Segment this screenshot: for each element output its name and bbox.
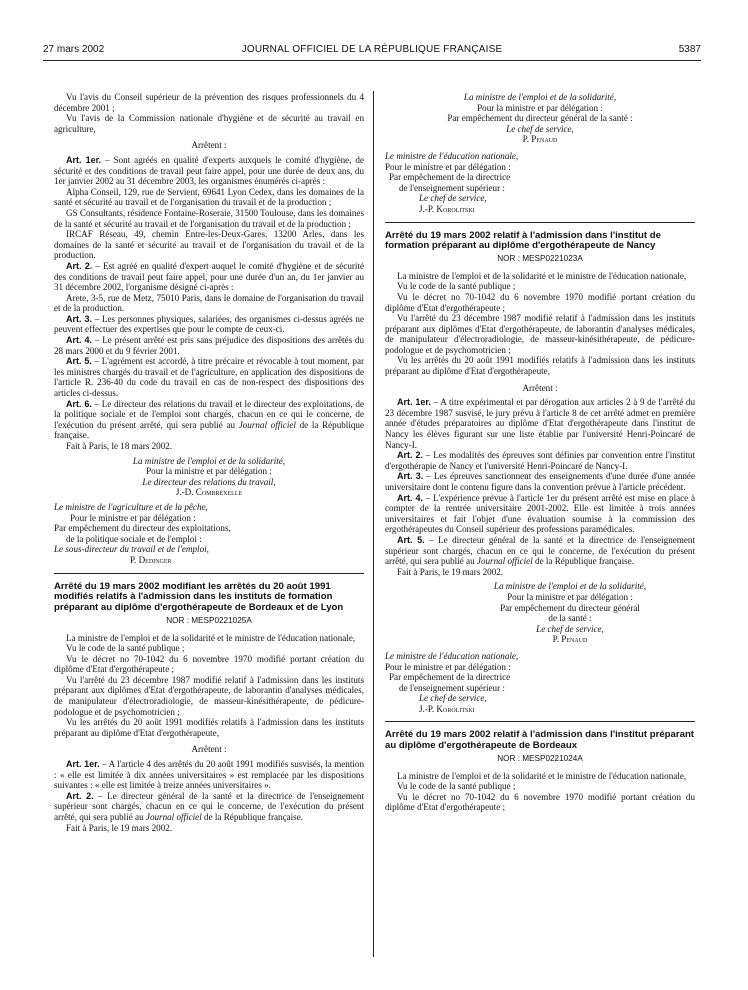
signature-block	[385, 651, 695, 715]
signatory-ministre: La ministre de l'emploi et de la solidarité,	[132, 455, 286, 466]
page-date: 27 mars 2002	[43, 44, 105, 55]
organism-paragraph: IRCAF Réseau, 49, chemin Entre-les-Deux-Gares, 13200 Arles, dans les domaines de la santé et sécurité au travail et de l'organisation du travail et de la production.	[54, 229, 364, 261]
page-header	[43, 44, 701, 58]
article-text: Est agréé en qualité d'expert auquel le comité d'hygiène et de sécurité des conditions de travail peut faire appel, pour une durée d'un an, du 1er janvier au 31 décembre 2002, l'organisme désigné ci-après :	[54, 260, 364, 293]
signature-block	[385, 581, 695, 645]
signature-block	[385, 92, 695, 145]
organism-paragraph: GS Consultants, résidence Fontaine-Roseraie, 31500 Toulouse, dans les domaines de la santé et sécurité au travail et de l'organisation du travail et de la production ;	[54, 207, 364, 229]
article-label: Art. 1er.	[397, 397, 431, 408]
signatory-delegation: Pour la ministre et par délégation :	[477, 102, 603, 113]
article-4: Art. 4. – Le présent arrêté est pris sans préjudice des dispositions des arrêtés du 28 mars 2000 et du 9 février 2001.	[54, 335, 365, 356]
article-label: Art. 5.	[66, 356, 92, 367]
page-number: 5387	[678, 44, 701, 55]
section-rule	[54, 573, 364, 574]
right-column	[385, 92, 695, 813]
visa-paragraph: Vu les arrêtés du 20 août 1991 modifiés relatifs à l'admission dans les instituts préparant au diplôme d'Etat d'ergothérapeute,	[385, 355, 695, 377]
article-text: Le directeur des relations du travail et le directeur des exploitations, de la politique sociale et de l'emploi sont chargés, chacun en ce qui le concerne, de l'exécution du présent arrêté, qui sera publié au	[54, 398, 364, 430]
left-column	[54, 92, 364, 833]
article-text: Les épreuves sanctionnent des enseignements d'une durée d'une année universitaire dont le contenu figure dans la convention prévue à l'article précédent.	[385, 471, 695, 492]
article-label: Art. 4.	[66, 335, 93, 346]
journal-officiel-ref: Journal officiel	[145, 812, 202, 823]
signatory-name: P. Penaud	[522, 134, 558, 145]
article-5: Art. 5. – Le directeur général de la santé et la directrice de l'enseignement supérieur sont chargés, chacun en ce qui le concerne, de l'exécution du présent arrêté, qui sera publié au Journal officiel de la République française.	[385, 534, 695, 567]
visa-paragraph: Vu le décret no 70-1042 du 6 novembre 1970 modifié portant création du diplôme d'Etat d'ergothérapeute ;	[385, 791, 695, 813]
signatory-empechement: Par empêchement du directeur général de la santé :	[447, 113, 633, 124]
signatory-delegation: Pour le ministre et par délégation :	[385, 661, 511, 672]
article-4: Art. 4. – L'expérience prévue à l'article 1er du présent arrêté est mise en place à compter de la rentrée universitaire 2001-2002. Elle est limitée à trois années universitaires et fait l'objet d'une évaluation soumise à la commission des ergothérapeutes du Conseil supérieur des professions paramédicales.	[385, 492, 695, 535]
article-text: Le présent arrêté est pris sans préjudice des dispositions des arrêtés du 28 mars 2000 et du 9 février 2001.	[54, 335, 365, 356]
signatory-role: Le chef de service,	[419, 193, 487, 204]
journal-officiel-ref: Journal officiel	[476, 556, 533, 567]
article-label: Art. 2.	[397, 450, 424, 461]
decree-title: Arrêté du 19 mars 2002 modifiant les arrêtés du 20 août 1991 modifiés relatifs à l'admission dans les instituts de formation préparant au diplôme d'ergothérapeute de Bordeaux et de Lyon	[54, 580, 344, 614]
article-text: Le directeur général de la santé et la directrice de l'enseignement supérieur sont chargés, chacun en ce qui le concerne, de l'exécution du présent arrêté, qui sera publié au	[54, 790, 364, 823]
article-6: Art. 6. – Le directeur des relations du travail et le directeur des exploitations, de la politique sociale et de l'emploi sont chargés, chacun en ce qui le concerne, de l'exécution du présent arrêté, qui sera publié au Journal officiel de la République française.	[54, 398, 364, 441]
visa-paragraph: Vu le code de la santé publique ;	[397, 781, 516, 792]
signature-block	[54, 456, 364, 498]
article-label: Art. 6.	[66, 398, 92, 409]
visa-paragraph: Vu le code de la santé publique ;	[397, 281, 516, 292]
signatory-role: Le sous-directeur du travail et de l'emploi,	[54, 544, 209, 555]
visa-paragraph: La ministre de l'emploi et de la solidarité et le ministre de l'éducation nationale,	[397, 270, 687, 281]
signatory-name: P. Penaud	[552, 634, 588, 645]
signatory-empechement: Par empêchement de la directrice	[389, 672, 511, 683]
article-text: L'agrément est accordé, à titre précaire et révocable à tout moment, par les ministres chargés du travail et de l'agriculture, en application des dispositions de l'article R. 236-40 du code du travail en cas de non-respect des dispositions des articles ci-dessus.	[54, 356, 365, 399]
article-text-end: de la République française.	[204, 812, 304, 823]
signature-block	[385, 151, 695, 215]
organism-paragraph: Alpha Conseil, 129, rue de Servient, 69641 Lyon Cedex, dans les domaines de la santé et sécurité au travail et de l'organisation du travail et de la production ;	[54, 186, 364, 208]
arretent-label: Arrêtent :	[191, 140, 227, 151]
article-label: Art. 2.	[66, 260, 93, 271]
article-1: Art. 1er. – A titre expérimental et par dérogation aux articles 2 à 9 de l'arrêté du 23 décembre 1987 susvisé, le jury prévu à l'article 8 de cet arrêté admet en première année d'études préparatoires au diplôme d'Etat d'ergothérapeute dans l'institut de Nancy les élèves figurant sur une liste établie par l'université Henri-Poincaré de Nancy-I.	[385, 397, 696, 450]
article-5: Art. 5. – L'agrément est accordé, à titre précaire et révocable à tout moment, par les ministres chargés du travail et de l'agriculture, en application des dispositions de l'article R. 236-40 du code du travail en cas de non-respect des dispositions des articles ci-dessus.	[54, 356, 365, 399]
visa-paragraph: Vu l'avis du Conseil supérieur de la prévention des risques professionnels du 4 décembre 2001 ;	[54, 92, 364, 113]
article-label: Art. 1er.	[66, 759, 100, 770]
fait-a-paris: Fait à Paris, le 19 mars 2002.	[397, 566, 504, 577]
decree-title: Arrêté du 19 mars 2002 relatif à l'admission dans l'institut de formation préparant au diplôme d'ergothérapeute de Nancy	[385, 229, 661, 252]
article-label: Art. 4.	[397, 492, 423, 503]
nor-reference: NOR : MESP0221023A	[497, 254, 583, 264]
article-label: Art. 2.	[66, 790, 94, 801]
article-3: Art. 3. – Les personnes physiques, salariées, des organismes ci-dessus agréés ne peuvent effectuer des expertises que pour le compte de ceux-ci.	[54, 313, 365, 335]
signatory-delegation: Pour la ministre et par délégation :	[507, 591, 633, 602]
article-1: Art. 1er. – Sont agréés en qualité d'experts auxquels le comité d'hygiène, de sécurité et des conditions de travail peut faire appel, pour une durée de deux ans, du 1er janvier 2002 au 31 décembre 2003, les organismes énumérés ci-après :	[54, 154, 364, 187]
article-2: Art. 2. – Les modalités des épreuves sont définies par convention entre l'institut d'ergothérapie de Nancy et l'université Henri-Poincaré de Nancy-I.	[385, 450, 695, 471]
visa-paragraph: Vu l'arrêté du 23 décembre 1987 modifié relatif à l'admission dans les instituts préparant aux diplômes d'Etat d'ergothérapeute, de laborantin d'analyses médicales, de manipulateur d'électroradiologie, de masseur-kinésithérapeute, de pédicure-podologue et de psychomotricien ;	[54, 674, 364, 717]
article-label: Art. 3.	[66, 313, 92, 324]
column-divider	[373, 91, 374, 957]
signatory-empechement: de la politique sociale et de l'emploi :	[66, 533, 202, 544]
visa-paragraph: Vu le code de la santé publique ;	[66, 643, 185, 654]
signatory-name: J.-P. Korolitski	[419, 203, 475, 214]
signature-block	[54, 502, 364, 566]
header-rule	[43, 60, 701, 61]
arretent-label: Arrêtent :	[522, 382, 558, 393]
article-2: Art. 2. – Est agréé en qualité d'expert auquel le comité d'hygiène et de sécurité des conditions de travail peut faire appel, pour une durée d'un an, du 1er janvier au 31 décembre 2002, l'organisme désigné ci-après :	[54, 260, 364, 293]
visa-paragraph: La ministre de l'emploi et de la solidarité et le ministre de l'éducation nationale,	[397, 770, 687, 781]
section-rule	[385, 222, 695, 223]
signatory-empechement: Par empêchement du directeur général	[500, 602, 640, 613]
article-text-end: de la République française.	[535, 556, 635, 567]
signatory-empechement: Par empêchement du directeur des exploitations,	[54, 523, 231, 534]
article-label: Art. 3.	[397, 471, 424, 482]
visa-paragraph: La ministre de l'emploi et de la solidarité et le ministre de l'éducation nationale,	[66, 632, 356, 643]
article-text: Le directeur général de la santé et la directrice de l'enseignement supérieur sont chargés, chacun en ce qui le concerne, de l'exécution du présent arrêté, qui sera publié au	[385, 534, 695, 567]
visa-paragraph: Vu l'arrêté du 23 décembre 1987 modifié relatif à l'admission dans les instituts préparant aux diplômes d'Etat d'ergothérapeute, de laborantin d'analyses médicales, de manipulateur d'électroradiologie, de masseur-kinésithérapeute, de pédicure-podologue et de psychomotricien ;	[385, 313, 695, 355]
signatory-empechement: de l'enseignement supérieur :	[399, 682, 505, 693]
signatory-name: J.-D. Combrexelle	[175, 487, 243, 498]
signatory-delegation: Pour le ministre et par délégation :	[70, 512, 196, 523]
journal-title: JOURNAL OFFICIEL DE LA RÉPUBLIQUE FRANÇAISE	[241, 44, 503, 55]
signatory-delegation: Pour le ministre et par délégation :	[385, 161, 511, 172]
visa-paragraph: Vu l'avis de la Commission nationale d'hygiène et de sécurité au travail en agriculture,	[54, 113, 364, 134]
fait-a-paris: Fait à Paris, le 19 mars 2002.	[66, 822, 173, 833]
fait-a-paris: Fait à Paris, le 18 mars 2002.	[66, 441, 173, 451]
signatory-empechement: de l'enseignement supérieur :	[399, 182, 505, 193]
article-text: Les modalités des épreuves sont définies par convention entre l'institut d'ergothérapie de Nancy et l'université Henri-Poincaré de Nancy-I.	[385, 450, 695, 471]
signatory-ministre: Le ministre de l'éducation nationale,	[385, 150, 519, 161]
signatory-ministre: La ministre de l'emploi et de la solidarité,	[493, 581, 647, 592]
article-text-end: de la République française.	[54, 419, 364, 441]
decree-title: Arrêté du 19 mars 2002 relatif à l'admission dans l'institut préparant au diplôme d'ergothérapeute de Bordeaux	[385, 729, 695, 752]
signatory-ministre: Le ministre de l'agriculture et de la pêche,	[54, 501, 208, 512]
journal-officiel-ref: Journal officiel	[238, 419, 296, 430]
visa-paragraph: Vu le décret no 70-1042 du 6 novembre 1970 modifié portant création du diplôme d'Etat d'ergothérapeute ;	[54, 653, 364, 675]
article-text: A l'article 4 des arrêtés du 20 août 1991 modifiés susvisés, la mention : « elle est limitée à dix années universitaires » est remplacée par les dispositions suivantes : « elle est limitée à treize années universitaires ».	[54, 759, 364, 791]
signatory-delegation: Pour la ministre et par délégation :	[146, 466, 272, 477]
article-2: Art. 2. – Le directeur général de la santé et la directrice de l'enseignement supérieur sont chargés, chacun en ce qui le concerne, de l'exécution du présent arrêté, qui sera publié au Journal officiel de la République française.	[54, 790, 364, 823]
article-1: Art. 1er. – A l'article 4 des arrêtés du 20 août 1991 modifiés susvisés, la mention : « elle est limitée à dix années universitaires » est remplacée par les dispositions suivantes : « elle est limitée à treize années universitaires ».	[54, 759, 364, 791]
article-text: Les personnes physiques, salariées, des organismes ci-dessus agréés ne peuvent effectuer des expertises que pour le compte de ceux-ci.	[54, 313, 365, 335]
visa-paragraph: Vu le décret no 70-1042 du 6 novembre 1970 modifié portant création du diplôme d'Etat d'ergothérapeute ;	[385, 291, 695, 313]
article-text: Sont agréés en qualité d'experts auxquels le comité d'hygiène, de sécurité et des conditions de travail peut faire appel, pour une durée de deux ans, du 1er janvier 2002 au 31 décembre 2003, les organismes énumérés ci-après :	[54, 154, 364, 187]
nor-reference: NOR : MESP0221024A	[497, 754, 583, 764]
signatory-role: Le chef de service,	[419, 693, 487, 704]
signatory-ministre: Le ministre de l'éducation nationale,	[385, 650, 519, 661]
organism-paragraph: Arete, 3-5, rue de Metz, 75010 Paris, dans le domaine de l'organisation du travail et de la production.	[54, 292, 364, 314]
article-3: Art. 3. – Les épreuves sanctionnent des enseignements d'une durée d'une année universitaire dont le contenu figure dans la convention prévue à l'article précédent.	[385, 471, 695, 492]
signatory-role: Le chef de service,	[536, 623, 604, 634]
signatory-empechement: Par empêchement de la directrice	[389, 172, 511, 183]
signatory-ministre: La ministre de l'emploi et de la solidarité,	[463, 92, 617, 102]
arretent-label: Arrêtent :	[191, 744, 227, 755]
signatory-name: P. Dedinger	[130, 554, 172, 565]
article-text: A titre expérimental et par dérogation aux articles 2 à 9 de l'arrêté du 23 décembre 1987 susvisé, le jury prévu à l'article 8 de cet arrêté admet en première année d'études préparatoires au diplôme d'Etat d'ergothérapeute dans l'institut de Nancy les élèves figurant sur une liste établie par l'université Henri-Poincaré de Nancy-I.	[385, 397, 696, 450]
nor-reference: NOR : MESP0221025A	[166, 615, 252, 625]
section-rule	[385, 721, 695, 722]
article-text: L'expérience prévue à l'article 1er du présent arrêté est mise en place à compter de la rentrée universitaire 2001-2002. Elle est limitée à trois années universitaires et fait l'objet d'une évaluation soumise à la commission des ergothérapeutes du Conseil supérieur des professions paramédicales.	[385, 492, 695, 535]
article-label: Art. 1er.	[66, 154, 102, 165]
signatory-role: Le chef de service,	[506, 123, 574, 134]
signatory-name: J.-P. Korolitski	[419, 703, 475, 714]
signatory-empechement: de la santé :	[548, 613, 592, 624]
visa-paragraph: Vu les arrêtés du 20 août 1991 modifiés relatifs à l'admission dans les instituts préparant au diplôme d'Etat d'ergothérapeute,	[54, 717, 364, 738]
article-label: Art. 5.	[397, 534, 425, 545]
signatory-role: Le directeur des relations du travail,	[142, 476, 276, 487]
